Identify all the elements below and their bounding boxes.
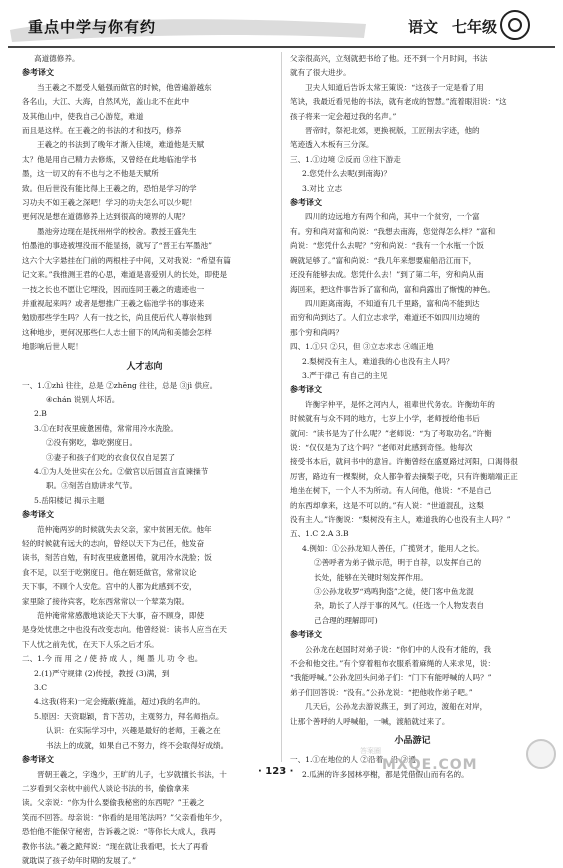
page-number: · 123 · — [258, 766, 294, 777]
text-line: 食不足，以至于吃粥度日。他在朝廷做官，常常议论 — [22, 567, 197, 577]
translation-heading: 参考译文 — [290, 630, 322, 640]
text-line: 一、1.①在地位的人 ②沿着，沿 ③通 — [290, 755, 416, 765]
text-line: 那个穷和尚吗？ — [290, 327, 344, 337]
text-line: 习功夫不如王羲之深吧！学习的功夫怎么可以少呢！ — [22, 198, 197, 208]
text-line: ③妻子和孩子们吃的衣食仅仅自足罢了 — [46, 452, 176, 462]
text-line: 地影响后世人呢！ — [22, 342, 83, 352]
text-line: 还没有能够去成。您凭什么去！”到了第二年，穷和尚从南 — [290, 270, 484, 280]
translation-heading: 参考译文 — [22, 755, 54, 765]
header-rule — [8, 46, 555, 48]
text-line: 有。穷和尚对富和尚说：“我想去南海，您觉得怎么样？”富和 — [290, 226, 496, 236]
text-line: 勉励那些学生吗？人有一技之长，尚且使后代人尊崇他到 — [22, 313, 212, 323]
text-line: 五、1.C 2.A 3.B — [290, 529, 349, 539]
text-line: 这六个大字悬挂在门前的两根柱子中间，又对我说：“希望有篇 — [22, 255, 231, 265]
text-line: 的东西却拿来，这是不可以的。”有人说：“世道混乱，这梨 — [290, 500, 484, 510]
text-line: 父亲很高兴，立刻就把书给了他。还不到一个月时间，书法 — [290, 54, 488, 63]
text-line: 弟子们回答说：“没有。”公孙龙说：“把他收作弟子吧。” — [290, 687, 473, 697]
text-line: 二、1.今 而 用 之 / 使 持 成 人 ，绳 墨 儿 功 令 也。 — [22, 654, 203, 664]
text-line: 记文来。”我推测王君的心思，难道是喜爱别人的长处，即使是 — [22, 270, 228, 280]
seal-badge-icon — [500, 10, 530, 40]
text-line: 3.对比 立志 — [302, 183, 343, 193]
section-title: 人才志向 — [126, 361, 163, 372]
text-line: 墨池旁边现在是抚州州学的校舍。教授王盛先生 — [37, 226, 197, 236]
text-line: 厉害，路边有一棵梨树，众人都争着去摘梨子吃，只有许衡端端正正 — [290, 471, 518, 481]
text-line: 没有主人。”许衡说：“梨树没有主人，难道我的心也没有主人吗？” — [290, 515, 511, 524]
text-line: 一技之长也不愿让它埋没，因而连同王羲之的遗迹也一 — [22, 284, 205, 294]
left-column — [22, 52, 267, 868]
text-line: 笑而不回答。母亲说：“你看的是用笔法吗？”父亲看他年少， — [22, 812, 228, 822]
text-line: 四川的边远地方有两个和尚，其中一个贫穷，一个富 — [305, 212, 480, 222]
text-line: 海回来，把这件事告诉了富和尚，富和尚露出了惭愧的神色。 — [290, 284, 496, 294]
text-line: 太？他是用自己精力去修炼，又曾经在此地临池学书 — [22, 154, 197, 164]
text-line: 孩子将来一定会超过我的名声。” — [290, 111, 397, 121]
text-line: ②善呼者为弟子做示范，明于自荐，以发挥自己的 — [314, 558, 482, 568]
text-line: 不会和他交往。”有个穿着粗布衣服系着麻绳的人来求见，说： — [290, 659, 496, 669]
text-line: 接受书本后，就问书中的意旨。许衡曾经在盛夏路过河阳，口渴得很 — [290, 457, 518, 467]
section-title: 小品游记 — [394, 736, 431, 747]
text-line: 职。③刻苦自励讲求气节。 — [46, 481, 138, 491]
text-line: 并重视起来吗？或者是想推广王羲之临池学书的事迹来 — [22, 298, 205, 308]
text-line: 地坐在树下，一个人不为所动。有人问他，他说：“不是自己 — [290, 486, 492, 496]
text-line: 及其他山中，使我自己心游览，难道 — [22, 111, 144, 121]
watermark-text: MXQE.COM — [382, 757, 478, 773]
text-line: 几天后，公孙龙去游说燕王，到了河边，渡船在对岸， — [305, 702, 488, 712]
text-line: 3.严于律己 有自己的主见 — [302, 370, 388, 380]
text-line: 一、1.①zhì 往往，总是 ②zhēng 往往，总是 ③jì 供应。 — [22, 380, 218, 390]
text-line: 就问：“读书是为了什么呢？”老师说：“为了考取功名。”许衡 — [290, 428, 492, 438]
text-line: 各名山，大江、大海，自然风光，盖山北不在此中 — [22, 97, 190, 107]
text-line: 轻的时候就有远大的志向，曾经以天下为己任，他发奋 — [22, 539, 205, 548]
text-line: 下人忧之前先忧，在天下人乐之后才乐。 — [22, 639, 159, 649]
translation-heading: 参考译文 — [290, 198, 322, 208]
text-line: 2.(1)严守规律 (2)传授，教授 (3)满，到 — [34, 668, 170, 678]
text-line: 家里除了接待宾客，吃东西常常以一个荤菜为限。 — [22, 596, 190, 606]
text-line: 让那个善呼的人呼喊船，一喊，渡船就过来了。 — [290, 716, 450, 726]
text-line: 己合理的理解即可) — [314, 615, 378, 625]
text-line: 4.例如：①公孙龙知人善任，广揽贤才，能用人之长。 — [302, 543, 484, 553]
text-line: 2.梨树没有主人，难道我的心也没有主人吗？ — [302, 356, 454, 366]
text-line: 当王羲之不愿受人魁强而做官的时候，他曾遍游越东 — [37, 82, 212, 92]
translation-heading: 参考译文 — [290, 385, 322, 395]
text-line: ②没有粥吃，靠吃粥度日。 — [46, 438, 138, 448]
text-line: 读书，刻苦自勉，有时夜里疲惫困倦，就用冷水洗脸；饭 — [22, 553, 212, 563]
page-header — [0, 0, 563, 44]
text-line: 二岁看到父亲枕中前代人谈论书法的书，偷偷拿来 — [22, 783, 190, 793]
watermark-logo-icon — [526, 739, 556, 769]
text-line: 四、1.①只 ②只，但 ③立志求志 ④端正地 — [290, 342, 434, 352]
text-line: 怕墨池的事迹被埋没而不能显扬，就写了“晋王右军墨池” — [22, 241, 213, 251]
text-line: 教你书法。”羲之跪拜说：“现在就让我看吧，长大了再看 — [22, 841, 209, 851]
text-line: 2.瓜洲的许多园林亭榭，都是凭借假山而有名的。 — [302, 769, 469, 779]
text-line: 笔迹透入木板有三分深。 — [290, 140, 374, 150]
text-line: 4.这我(将来)一定会掩蔽(掩盖，超过)我的名声的。 — [34, 697, 205, 707]
text-line: 3.①在时夜里疲惫困倦，常常用冷水洗脸。 — [34, 423, 178, 433]
text-line: 2.您凭什么去呢(到南海)？ — [302, 169, 392, 179]
text-line: 卫夫人知道后告诉太常王策说：“这孩子一定是看了用 — [305, 82, 484, 92]
text-line: 5.岳阳楼记 揭示主题 — [34, 495, 105, 505]
text-line: 三、1.①边境 ②反而 ③往下游走 — [290, 154, 401, 164]
text-line: 墨，这一切又的有不也与之不他是天赋所 — [22, 169, 159, 179]
text-line: 范仲淹两岁的时候就失去父亲，家中贫困无依。他年 — [37, 524, 212, 534]
text-line: 是身处忧患之中也没有改变志向。他曾经说：读书人应当在天 — [22, 625, 228, 635]
text-line: 恐怕他不能保守秘密，告诉羲之说：“等你长大成人，我再 — [22, 827, 216, 837]
text-line: 天下事，不顾个人安危。宫中的人都为此感到不安， — [22, 582, 197, 592]
text-line: 读。父亲说：“你为什么要偷我秘密的东西呢？”王羲之 — [22, 798, 205, 808]
text-line: 时候就有与众不同的地方，七岁上小学，老师授给他书后 — [290, 414, 480, 424]
text-line: 认识：在实际学习中，兴趣是最好的老师，王羲之在 — [46, 726, 221, 736]
column-divider — [281, 52, 282, 762]
grade-label: 七年级 — [452, 18, 498, 36]
text-line: 尚说：“您凭什么去呢？”穷和尚说：“我有一个水瓶一个饭 — [290, 241, 484, 251]
text-line: 就有了很大进步。 — [290, 68, 351, 78]
text-line: 3.C — [34, 683, 48, 693]
subject-label: 语文 — [408, 18, 439, 36]
text-line: 笔诀，我最近看见他的书法，就有老成的智慧。”流着眼泪说：“这 — [290, 97, 507, 107]
text-line: 2.B — [34, 409, 47, 419]
text-line: 范仲淹常常感激地谈论天下大事，奋不顾身，即使 — [37, 611, 205, 621]
text-line: 而且是这样。在王羲之的书法的才和技巧，修养 — [22, 126, 182, 136]
text-line: 这种地步，更何况那些仁人志士留下的风尚和美德会怎样 — [22, 327, 212, 337]
text-line: 更何况是想在道德修养上达到很高的境界的人呢？ — [22, 212, 190, 222]
text-line: 而穷和尚到达了。人们立志求学，难道还不如四川边境的 — [290, 313, 480, 323]
text-line: 王羲之的书法到了晚年才渐入佳境，难道他是天赋 — [37, 140, 205, 150]
translation-heading: 参考译文 — [22, 68, 54, 78]
text-line: “我能呼喊。”公孙龙回头问弟子们：“门下有能呼喊的人吗？” — [290, 673, 492, 683]
series-logo: 重点中学与你有约 — [28, 18, 157, 36]
text-line: 四川距离南海，不知道有几千里路，富和尚不能到达 — [305, 298, 480, 308]
text-line: 说：“仅仅是为了这个吗？”老师对此感到奇怪。他每次 — [290, 442, 473, 452]
text-line: 许衡字仲平，是怀之河内人，祖辈世代务农。许衡幼年的 — [305, 399, 495, 409]
text-line: ③公孙龙收罗“鸡鸣狗盗”之徒，使门客中鱼龙混 — [314, 587, 474, 597]
text-line: 杂，助长了人浮于事的风气。(任选一个人物发表自 — [314, 601, 485, 611]
text-line: ④chán 说别人坏话。 — [46, 394, 120, 404]
right-column — [290, 52, 535, 782]
text-line: 晋朝王羲之，字逸少，王旷的儿子，七岁就擅长书法，十 — [37, 769, 227, 779]
text-line: 致。但后世没有能比得上王羲之的，恐怕是学习的学 — [22, 183, 197, 193]
text-line: 就耽误了孩子幼年时期的发展了。” — [22, 855, 136, 865]
watermark-small-text: 答案圈 — [360, 747, 381, 755]
text-line: 书法上的成就，如果自己不努力，终不会取得好成绩。 — [46, 740, 229, 750]
text-line: 4.①为人处世实在公允。②做官以后国直言直谏操节 — [34, 466, 209, 476]
text-line: 公孙龙在赵国时对弟子说：“你们中的人没有才能的，我 — [305, 644, 492, 654]
text-line: 高道德修养。 — [34, 54, 80, 63]
text-line: 碗就足够了。”富和尚说：“我几年来想要雇船沿江而下， — [290, 255, 477, 265]
text-line: 5.原因：天资聪颖，肯下苦功，主观努力，拜名师指点。 — [34, 711, 224, 721]
text-line: 长处，能够在关键时刻发挥作用。 — [314, 572, 428, 582]
text-line: 晋帝时，祭祀北郊，更换祝版，工匠削去字迹，他的 — [305, 126, 480, 136]
translation-heading: 参考译文 — [22, 510, 54, 520]
